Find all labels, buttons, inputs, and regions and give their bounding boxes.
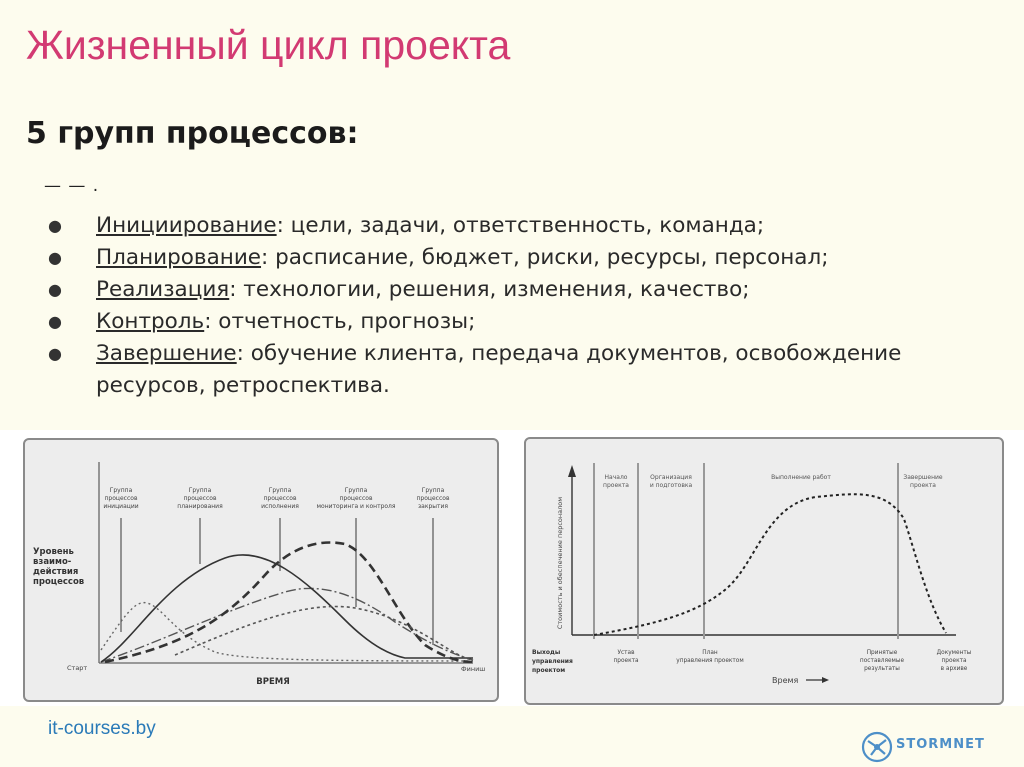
outputs-label [532,649,573,674]
initiating-curve [101,603,473,661]
bullet-icon: ● [48,248,62,267]
output-label: Принятые [866,650,898,656]
closing-curve [175,606,473,660]
group-label: исполнения [261,503,299,510]
y-axis-label [33,547,84,587]
cost-staffing-diagram [524,437,1004,705]
process-term: Завершение [96,341,237,366]
group-label: Группа [421,487,445,494]
phase-label: и подготовка [649,482,693,489]
planning-curve [101,555,473,662]
list-item [48,242,1008,274]
y-axis-label-line: взаимо- [33,557,72,567]
process-description: : обучение клиента, передача документов, освобождение ресурсов, ретроспектива. [96,341,902,398]
bullet-icon: ● [48,216,62,235]
output-label: управления проектом [676,658,744,664]
slide-subtitle: 5 групп процессов: [26,116,359,151]
group-label: Группа [344,487,368,494]
output-label: Устав [617,650,635,656]
process-interaction-svg [25,440,497,700]
group-label: процессов [416,495,450,502]
y-axis-label: Стоимость и обеспечение персоналом [556,496,564,630]
monitoring-curve [101,588,473,662]
group-label: процессов [183,495,217,502]
phase-label: Завершение [903,474,943,481]
phase-label: проекта [910,482,936,489]
group-label: планирования [177,503,223,510]
x-axis-arrow-icon [822,677,829,683]
y-axis-label-line: процессов [33,577,85,587]
group-label: процессов [263,495,297,502]
stormnet-logo [858,727,1018,767]
group-label: мониторинга и контроля [316,503,396,510]
process-description: : технологии, решения, изменения, качество; [229,277,750,302]
group-label: Группа [268,487,292,494]
x-axis-label: Время [772,676,799,685]
group-label: закрытия [417,503,449,510]
cost-staffing-curve [594,494,946,635]
globe-icon [860,729,894,765]
output-label: результаты [864,666,900,672]
slide-title: Жизненный цикл проекта [26,22,511,68]
output-label: проекта [941,658,967,664]
y-axis-arrow-icon [568,465,576,477]
outputs-label-line: проектом [532,667,566,674]
cost-staffing-svg [526,439,1002,703]
dash-marker: — — . [44,176,100,196]
output-label: проекта [613,658,639,664]
output-label: поставляемые [859,658,905,664]
output-label: в архиве [940,666,968,672]
logo-text: STORMNET [896,737,985,752]
list-item [48,210,1008,242]
list-item [48,338,1008,402]
outputs-label-line: Выходы [532,649,561,656]
start-label: Старт [67,664,88,672]
phase-labels [603,474,943,489]
process-description: : отчетность, прогнозы; [204,309,476,334]
process-term: Инициирование [96,213,277,238]
phase-label: проекта [603,482,629,489]
bullet-icon: ● [48,344,62,363]
phase-label: Организация [650,474,692,481]
output-label: Документы [936,650,972,656]
process-term: Контроль [96,309,205,334]
process-term: Планирование [96,245,262,270]
group-label: процессов [104,495,138,502]
list-item [48,306,1008,338]
site-link[interactable]: it-courses.by [48,718,156,739]
process-description: : цели, задачи, ответственность, команда; [276,213,765,238]
output-labels [613,650,971,672]
bullet-icon: ● [48,312,62,331]
group-labels [103,487,450,510]
group-label: Группа [188,487,212,494]
finish-label: Финиш [461,665,486,673]
outputs-label-line: управления [532,658,573,665]
process-group-list [48,210,1008,402]
group-label: Группа [109,487,133,494]
process-interaction-diagram [23,438,499,702]
output-label: План [702,650,718,656]
phase-label: Начало [604,474,628,481]
x-axis-label: ВРЕМЯ [256,677,290,687]
list-item [48,274,1008,306]
group-label: процессов [339,495,373,502]
process-term: Реализация [96,277,230,302]
bullet-icon: ● [48,280,62,299]
process-description: : расписание, бюджет, риски, ресурсы, персонал; [261,245,829,270]
group-label: инициации [103,503,139,510]
phase-label: Выполнение работ [771,474,831,481]
y-axis-label-line: действия [33,567,79,577]
y-axis-label-line: Уровень [33,547,74,557]
